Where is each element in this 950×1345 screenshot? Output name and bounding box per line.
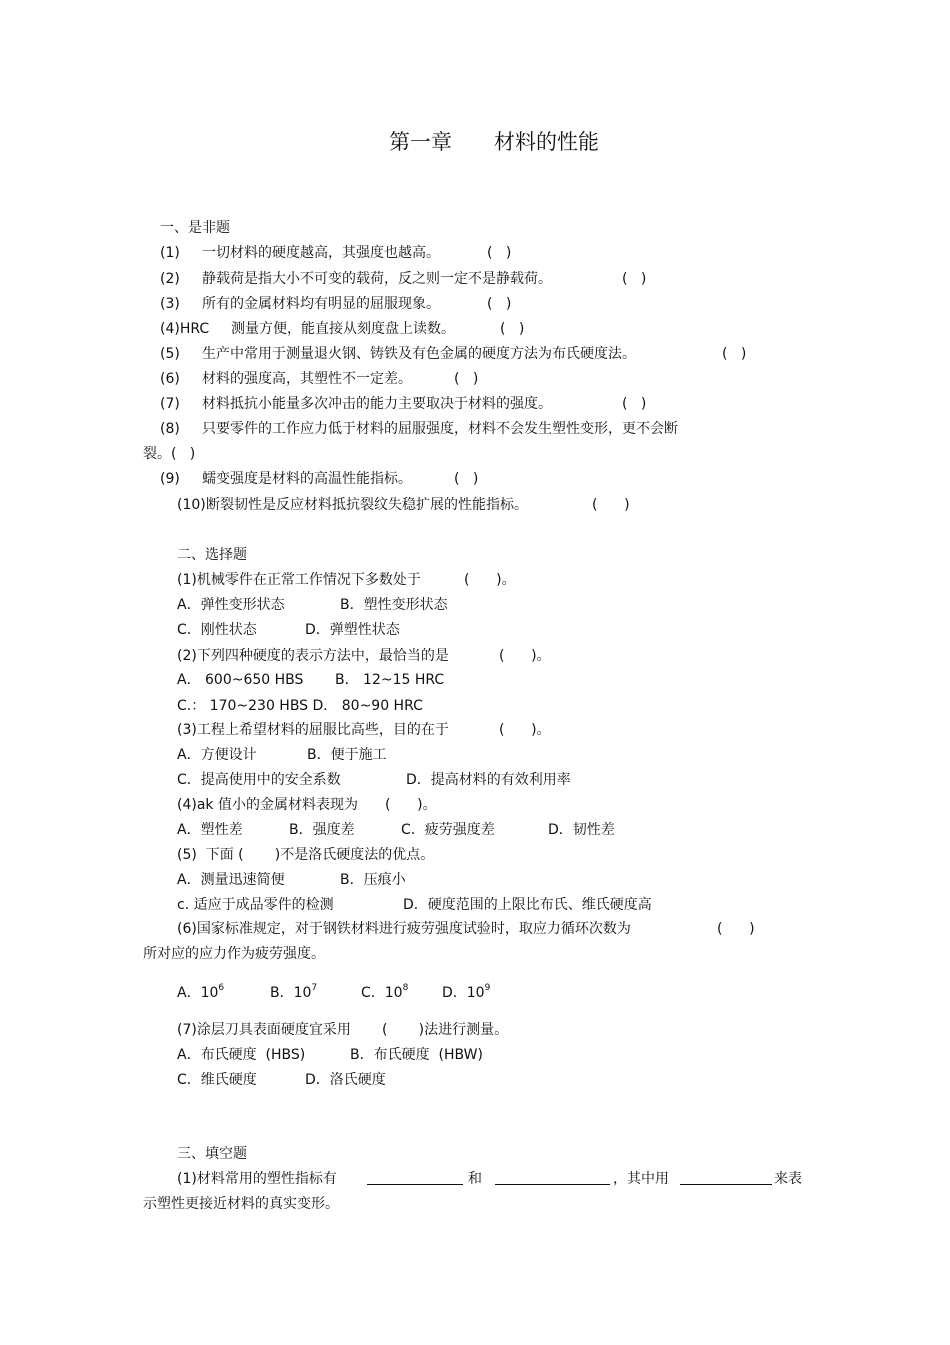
fill-q1-continuation: 示塑性更接近材料的真实变形。: [143, 1196, 339, 1212]
tf-item-4-answer: ( ): [500, 321, 525, 337]
fill-q1-blank-2[interactable]: [495, 1170, 610, 1185]
tf-item-2-num: (2): [160, 271, 180, 287]
fill-q1-blank-3[interactable]: [680, 1170, 772, 1185]
tf-item-6-text: 材料的强度高，其塑性不一定差。: [202, 371, 412, 387]
tf-item-8-continuation: 裂。( ): [143, 446, 196, 462]
mc-q1-option-c: C．刚性状态: [177, 622, 257, 638]
mc-q4-option-c: C．疲劳强度差: [401, 822, 495, 838]
mc-q2-option-cd: C.： 170~230 HBS D． 80~90 HRC: [177, 698, 423, 714]
mc-q3-option-b: B．便于施工: [307, 747, 387, 763]
mc-q4-option-d: D．韧性差: [548, 822, 615, 838]
fill-q1-part1: (1)材料常用的塑性指标有: [177, 1171, 337, 1187]
tf-item-10-num: (10): [177, 497, 206, 513]
tf-item-5-num: (5): [160, 346, 180, 362]
mc-q5-option-b: B．压痕小: [340, 872, 406, 888]
fill-q1-part2: ，其中用: [613, 1171, 669, 1187]
tf-item-6-num: (6): [160, 371, 180, 387]
mc-q2-answer: ( )。: [499, 648, 551, 664]
mc-q5-option-c: c. 适应于成品零件的检测: [177, 897, 334, 913]
tf-item-7-text: 材料抵抗小能量多次冲击的能力主要取决于材料的强度。: [202, 396, 552, 412]
mc-q5-stem: (5) 下面 ( )不是洛氏硬度法的优点。: [177, 847, 435, 863]
tf-item-7-num: (7): [160, 396, 180, 412]
tf-item-3-num: (3): [160, 296, 180, 312]
tf-item-7-answer: ( ): [622, 396, 647, 412]
chapter-title: 材料的性能: [494, 130, 599, 154]
tf-item-3-text: 所有的金属材料均有明显的屈服现象。: [202, 296, 440, 312]
mc-q1-stem: (1)机械零件在正常工作情况下多数处于: [177, 572, 421, 588]
mc-q5-option-a: A．测量迅速简便: [177, 872, 285, 888]
section-heading-fill-blank: 三、填空题: [177, 1146, 247, 1162]
mc-q7-stem: (7)涂层刀具表面硬度宜采用: [177, 1022, 351, 1038]
mc-q5-option-d: D．硬度范围的上限比布氏、维氏硬度高: [403, 897, 652, 913]
mc-q6-option-a-base: A．10: [177, 985, 219, 1001]
mc-q1-option-a: A．弹性变形状态: [177, 597, 285, 613]
fill-q1-blank-1[interactable]: [367, 1170, 463, 1185]
fill-q1-and: 和: [468, 1171, 482, 1187]
mc-q3-stem: (3)工程上希望材料的屈服比高些，目的在于: [177, 722, 449, 738]
mc-q7-option-b: B．布氏硬度 (HBW): [350, 1047, 483, 1063]
mc-q3-option-c: C．提高使用中的安全系数: [177, 772, 341, 788]
tf-item-6-answer: ( ): [454, 371, 479, 387]
section-heading-choice: 二、选择题: [177, 547, 247, 563]
mc-q4-option-a: A．塑性差: [177, 822, 243, 838]
mc-q1-option-b: B．塑性变形状态: [340, 597, 448, 613]
tf-item-3-answer: ( ): [487, 296, 512, 312]
mc-q6-option-a: [177, 984, 224, 1004]
chapter-number: 第一章: [389, 130, 452, 154]
tf-item-9-answer: ( ): [454, 471, 479, 487]
mc-q7-option-d: D．洛氏硬度: [305, 1072, 386, 1088]
mc-q6-option-b: [270, 984, 317, 1004]
tf-item-10-answer: ( ): [592, 497, 630, 513]
tf-item-4-text: 测量方便，能直接从刻度盘上读数。: [231, 321, 455, 337]
mc-q3-option-a: A．方便设计: [177, 747, 257, 763]
tf-item-2-answer: ( ): [622, 271, 647, 287]
mc-q4-answer: ( )。: [385, 797, 437, 813]
mc-q1-answer: ( )。: [464, 572, 516, 588]
tf-item-2-text: 静载荷是指大小不可变的载荷，反之则一定不是静载荷。: [202, 271, 552, 287]
tf-item-8-num: (8): [160, 421, 180, 437]
tf-item-9-num: (9): [160, 471, 180, 487]
mc-q1-option-d: D．弹塑性状态: [305, 622, 400, 638]
tf-item-1-answer: ( ): [487, 245, 512, 261]
mc-q3-answer: ( )。: [499, 722, 551, 738]
mc-q2-stem: (2)下列四种硬度的表示方法中，最恰当的是: [177, 648, 449, 664]
tf-item-8-text: 只要零件的工作应力低于材料的屈服强度，材料不会发生塑性变形，更不会断: [202, 421, 678, 437]
fill-q1-part3: 来表: [774, 1171, 802, 1187]
tf-item-4-num: (4)HRC: [160, 321, 210, 337]
mc-q6-continuation: 所对应的应力作为疲劳强度。: [143, 946, 325, 962]
mc-q7-option-a: A．布氏硬度 (HBS): [177, 1047, 306, 1063]
mc-q7-answer: ( )法进行测量。: [382, 1022, 509, 1038]
mc-q4-option-b: B．强度差: [289, 822, 355, 838]
tf-item-5-text: 生产中常用于测量退火钢、铸铁及有色金属的硬度方法为布氏硬度法。: [202, 346, 636, 362]
mc-q6-option-d-exponent: 9: [484, 983, 491, 993]
mc-q6-stem: (6)国家标准规定，对于钢铁材料进行疲劳强度试验时，取应力循环次数为: [177, 921, 631, 937]
tf-item-5-answer: ( ): [722, 346, 747, 362]
mc-q6-option-c: [361, 984, 408, 1004]
mc-q6-answer: ( ): [717, 921, 755, 937]
section-heading-true-false: 一、是非题: [160, 220, 230, 236]
mc-q3-option-d: D．提高材料的有效利用率: [406, 772, 571, 788]
tf-item-1-num: (1): [160, 245, 180, 261]
mc-q6-option-a-exponent: 6: [218, 983, 225, 993]
tf-item-9-text: 蠕变强度是材料的高温性能指标。: [202, 471, 412, 487]
mc-q6-option-c-exponent: 8: [402, 983, 409, 993]
mc-q6-option-b-base: B．10: [270, 985, 312, 1001]
tf-item-1-text: 一切材料的硬度越高，其强度也越高。: [202, 245, 440, 261]
mc-q4-stem: (4)ak 值小的金属材料表现为: [177, 797, 358, 813]
mc-q7-option-c: C．维氏硬度: [177, 1072, 257, 1088]
mc-q2-option-b: B． 12~15 HRC: [335, 672, 445, 688]
mc-q6-option-d-base: D．10: [442, 985, 485, 1001]
mc-q6-option-d: [442, 984, 490, 1004]
mc-q6-option-b-exponent: 7: [311, 983, 318, 993]
mc-q6-option-c-base: C．10: [361, 985, 403, 1001]
mc-q2-option-a: A． 600~650 HBS: [177, 672, 304, 688]
tf-item-10-text: 断裂韧性是反应材料抵抗裂纹失稳扩展的性能指标。: [206, 497, 528, 513]
